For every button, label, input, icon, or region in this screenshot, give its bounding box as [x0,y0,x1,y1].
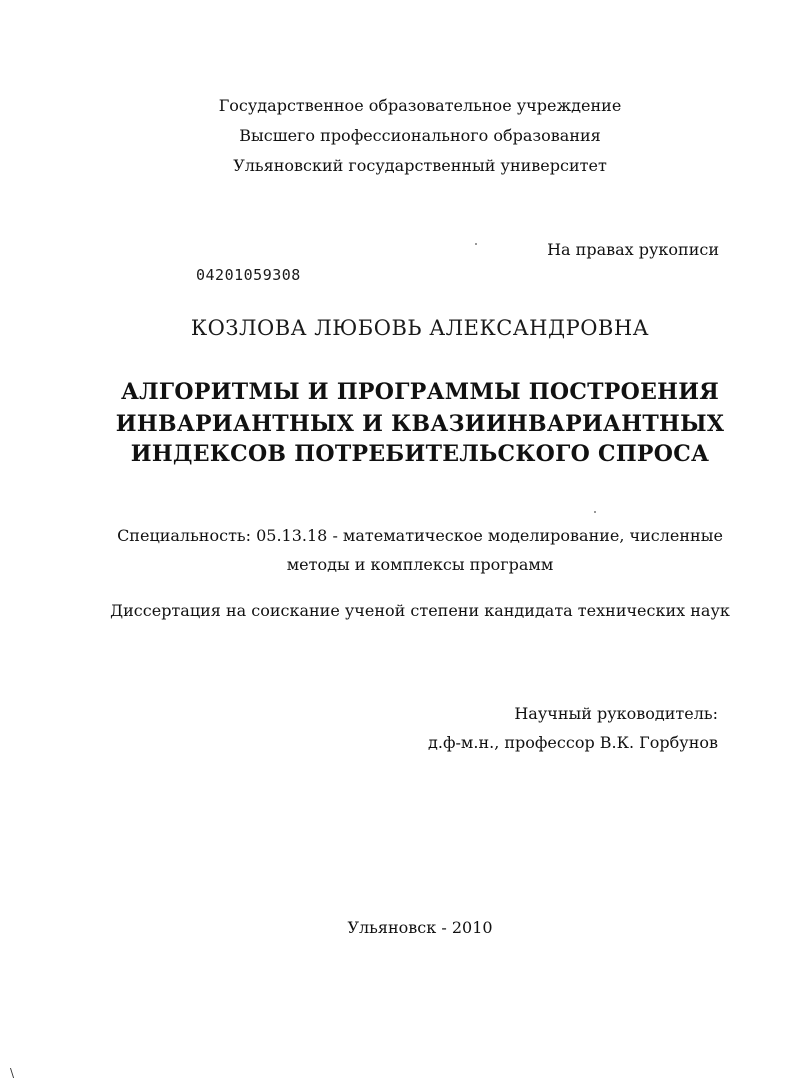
manuscript-note: На правах рукописи [547,240,719,259]
institution-line-2: Высшего профессионального образования [239,126,601,145]
scan-speck [594,511,596,513]
author-name: КОЗЛОВА ЛЮБОВЬ АЛЕКСАНДРОВНА [190,316,650,340]
title-line-1: АЛГОРИТМЫ И ПРОГРАММЫ ПОСТРОЕНИЯ [120,379,720,405]
title-line-2: ИНВАРИАНТНЫХ И КВАЗИИНВАРИАНТНЫХ [115,411,725,437]
advisor-label: Научный руководитель: [514,704,718,723]
place-year: Ульяновск - 2010 [347,918,493,937]
degree-line: Диссертация на соискание ученой степени кандидата технических наук [110,601,730,620]
scan-artifact-mark: \ [10,1066,15,1080]
institution-line-3: Ульяновский государственный университет [233,156,607,175]
specialty-line-1: Специальность: 05.13.18 - математическое моделирование, численные [117,526,723,545]
registry-stamp: 04201059308 [196,266,301,284]
advisor-name: д.ф-м.н., профессор В.К. Горбунов [428,733,718,752]
title-line-3: ИНДЕКСОВ ПОТРЕБИТЕЛЬСКОГО СПРОСА [130,441,710,467]
institution-line-1: Государственное образовательное учреждение [218,96,622,115]
scan-speck [475,243,477,245]
specialty-line-2: методы и комплексы программ [286,555,554,574]
